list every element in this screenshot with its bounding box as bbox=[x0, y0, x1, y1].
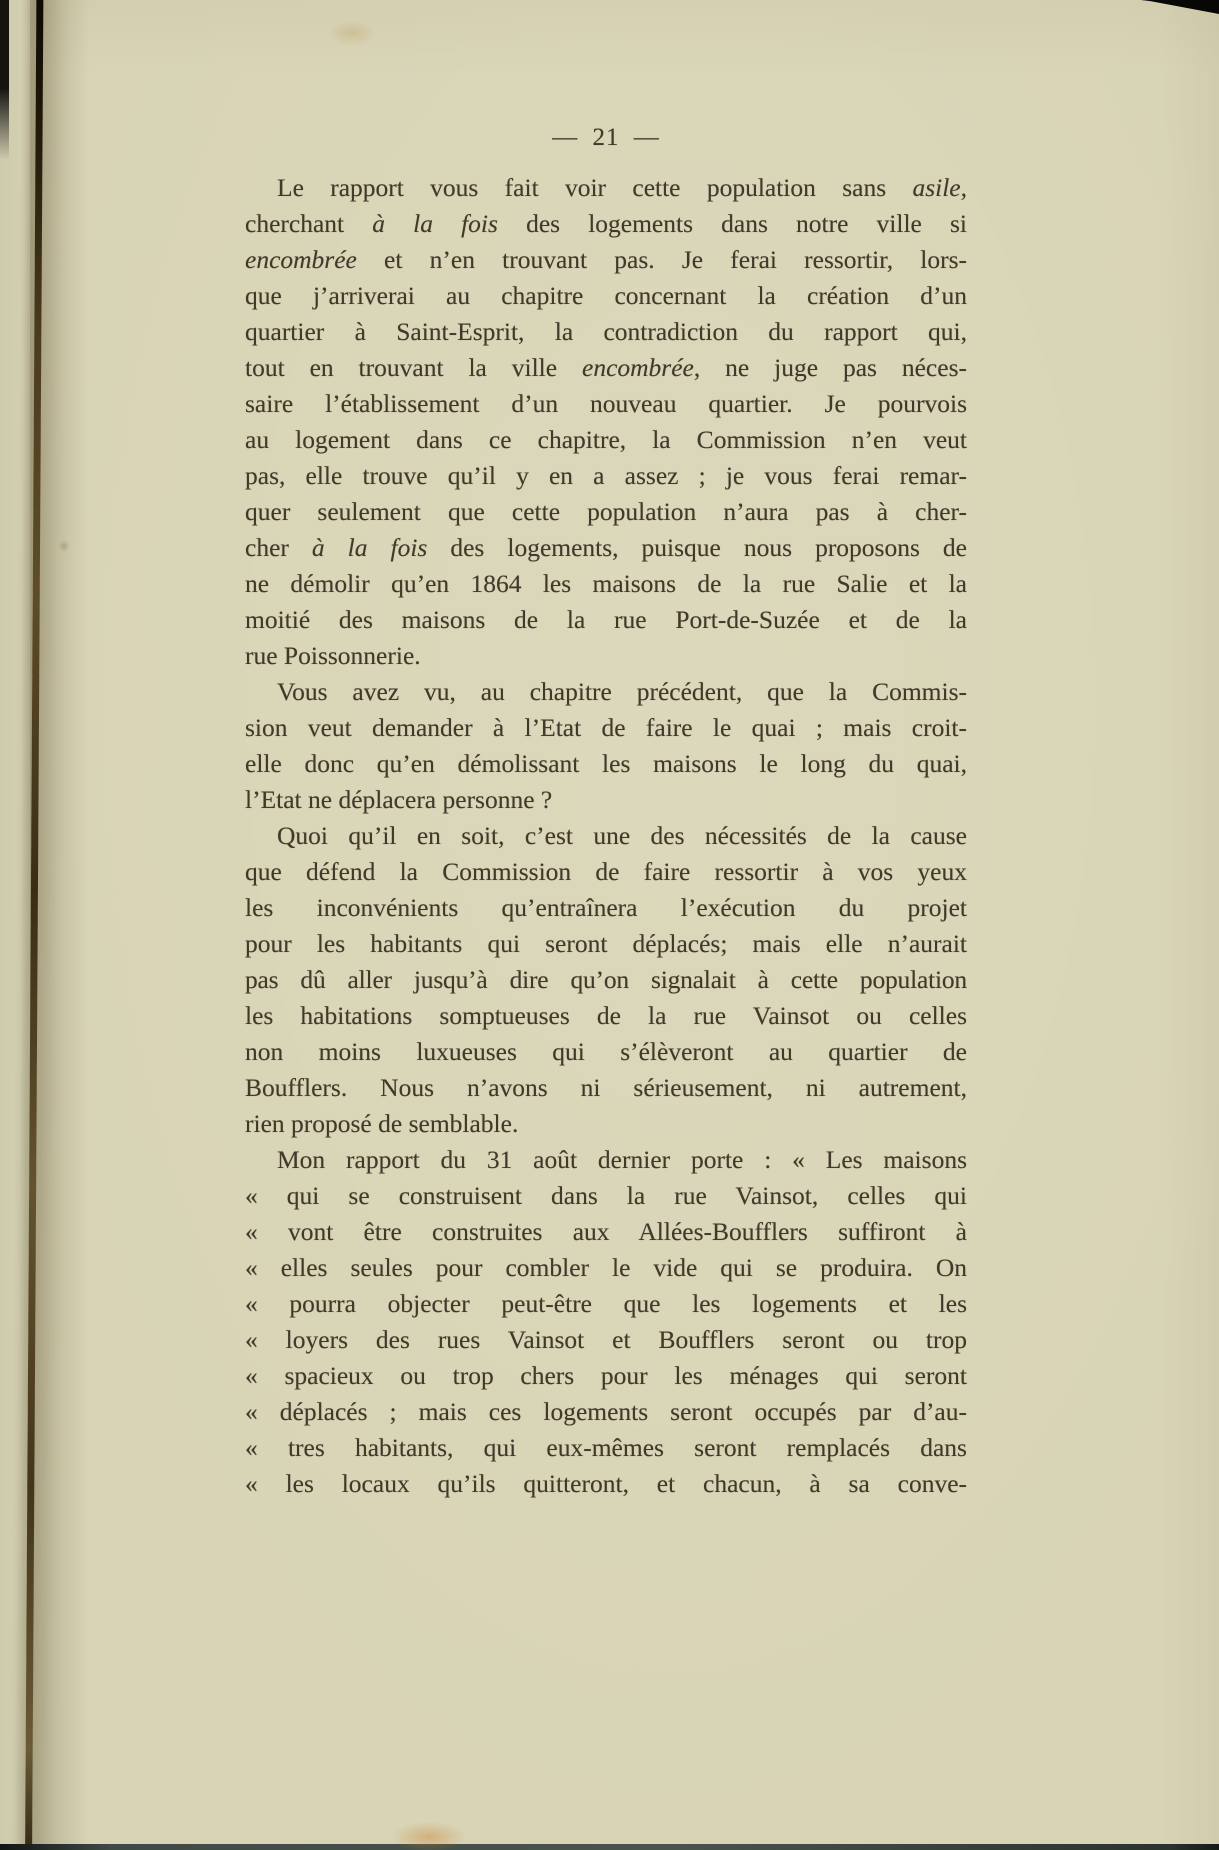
text-line: les inconvénients qu’entraînera l’exécution du projet bbox=[245, 893, 967, 922]
text-line: Quoi qu’il en soit, c’est une des nécessités de la cause bbox=[277, 821, 967, 850]
text-line: « loyers des rues Vainsot et Boufflers seront ou trop bbox=[245, 1325, 967, 1354]
text-line: « vont être construites aux Allées-Boufflers suffiront à bbox=[245, 1217, 967, 1246]
text-line: « déplacés ; mais ces logements seront occupés par d’au- bbox=[245, 1397, 967, 1426]
text-line: tout en trouvant la ville encombrée, ne juge pas néces- bbox=[245, 353, 967, 382]
text-line: quartier à Saint-Esprit, la contradiction du rapport qui, bbox=[245, 317, 967, 346]
scan-edge-bottom bbox=[0, 1844, 1219, 1850]
paragraph bbox=[245, 674, 967, 818]
text-line: que défend la Commission de faire ressortir à vos yeux bbox=[245, 857, 967, 886]
text-line: « tres habitants, qui eux-mêmes seront remplacés dans bbox=[245, 1433, 967, 1462]
scan-corner-top-right bbox=[1141, 0, 1219, 14]
text-line: sion veut demander à l’Etat de faire le quai ; mais croit- bbox=[245, 713, 967, 742]
text-line: pas, elle trouve qu’il y en a assez ; je vous ferai remar- bbox=[245, 461, 967, 490]
text-line: quer seulement que cette population n’aura pas à cher- bbox=[245, 497, 967, 526]
body-text bbox=[245, 170, 967, 1502]
adjacent-page-edge bbox=[0, 0, 30, 1850]
paragraph bbox=[245, 1142, 967, 1502]
paragraph bbox=[245, 818, 967, 1142]
paragraph bbox=[245, 170, 967, 674]
text-line: encombrée et n’en trouvant pas. Je ferai ressortir, lors- bbox=[245, 245, 967, 274]
text-line: cher à la fois des logements, puisque nous proposons de bbox=[245, 533, 967, 562]
text-line: Boufflers. Nous n’avons ni sérieusement, ni autrement, bbox=[245, 1073, 967, 1102]
text-line: moitié des maisons de la rue Port-de-Suzée et de la bbox=[245, 605, 967, 634]
text-line: « pourra objecter peut-être que les logements et les bbox=[245, 1289, 967, 1318]
text-line: Le rapport vous fait voir cette population sans asile, bbox=[277, 173, 967, 202]
paper-stain bbox=[328, 20, 376, 46]
text-line: elle donc qu’en démolissant les maisons le long du quai, bbox=[245, 749, 967, 778]
text-line: ne démolir qu’en 1864 les maisons de la rue Salie et la bbox=[245, 569, 967, 598]
text-line: « qui se construisent dans la rue Vainsot, celles qui bbox=[245, 1181, 967, 1210]
text-line: au logement dans ce chapitre, la Commission n’en veut bbox=[245, 425, 967, 454]
text-line: « les locaux qu’ils quitteront, et chacun, à sa conve- bbox=[245, 1469, 967, 1498]
text-line: Vous avez vu, au chapitre précédent, que la Commis- bbox=[277, 677, 967, 706]
text-line: pas dû aller jusqu’à dire qu’on signalait à cette population bbox=[245, 965, 967, 994]
text-line: « elles seules pour combler le vide qui se produira. On bbox=[245, 1253, 967, 1282]
text-line: cherchant à la fois des logements dans notre ville si bbox=[245, 209, 967, 238]
text-line: non moins luxueuses qui s’élèveront au quartier de bbox=[245, 1037, 967, 1066]
text-line: « spacieux ou trop chers pour les ménages qui seront bbox=[245, 1361, 967, 1390]
scan-edge-top-left bbox=[0, 0, 9, 160]
text-line: saire l’établissement d’un nouveau quartier. Je pourvois bbox=[245, 389, 967, 418]
text-line: rue Poissonnerie. bbox=[245, 641, 421, 670]
text-line: rien proposé de semblable. bbox=[245, 1109, 519, 1138]
text-line: pour les habitants qui seront déplacés; mais elle n’aurait bbox=[245, 929, 967, 958]
page-number: — 21 — bbox=[552, 124, 660, 151]
text-line: les habitations somptueuses de la rue Vainsot ou celles bbox=[245, 1001, 967, 1030]
text-line: l’Etat ne déplacera personne ? bbox=[245, 785, 553, 814]
text-line: que j’arriverai au chapitre concernant la création d’un bbox=[245, 281, 967, 310]
text-line: Mon rapport du 31 août dernier porte : « Les maisons bbox=[277, 1145, 967, 1174]
